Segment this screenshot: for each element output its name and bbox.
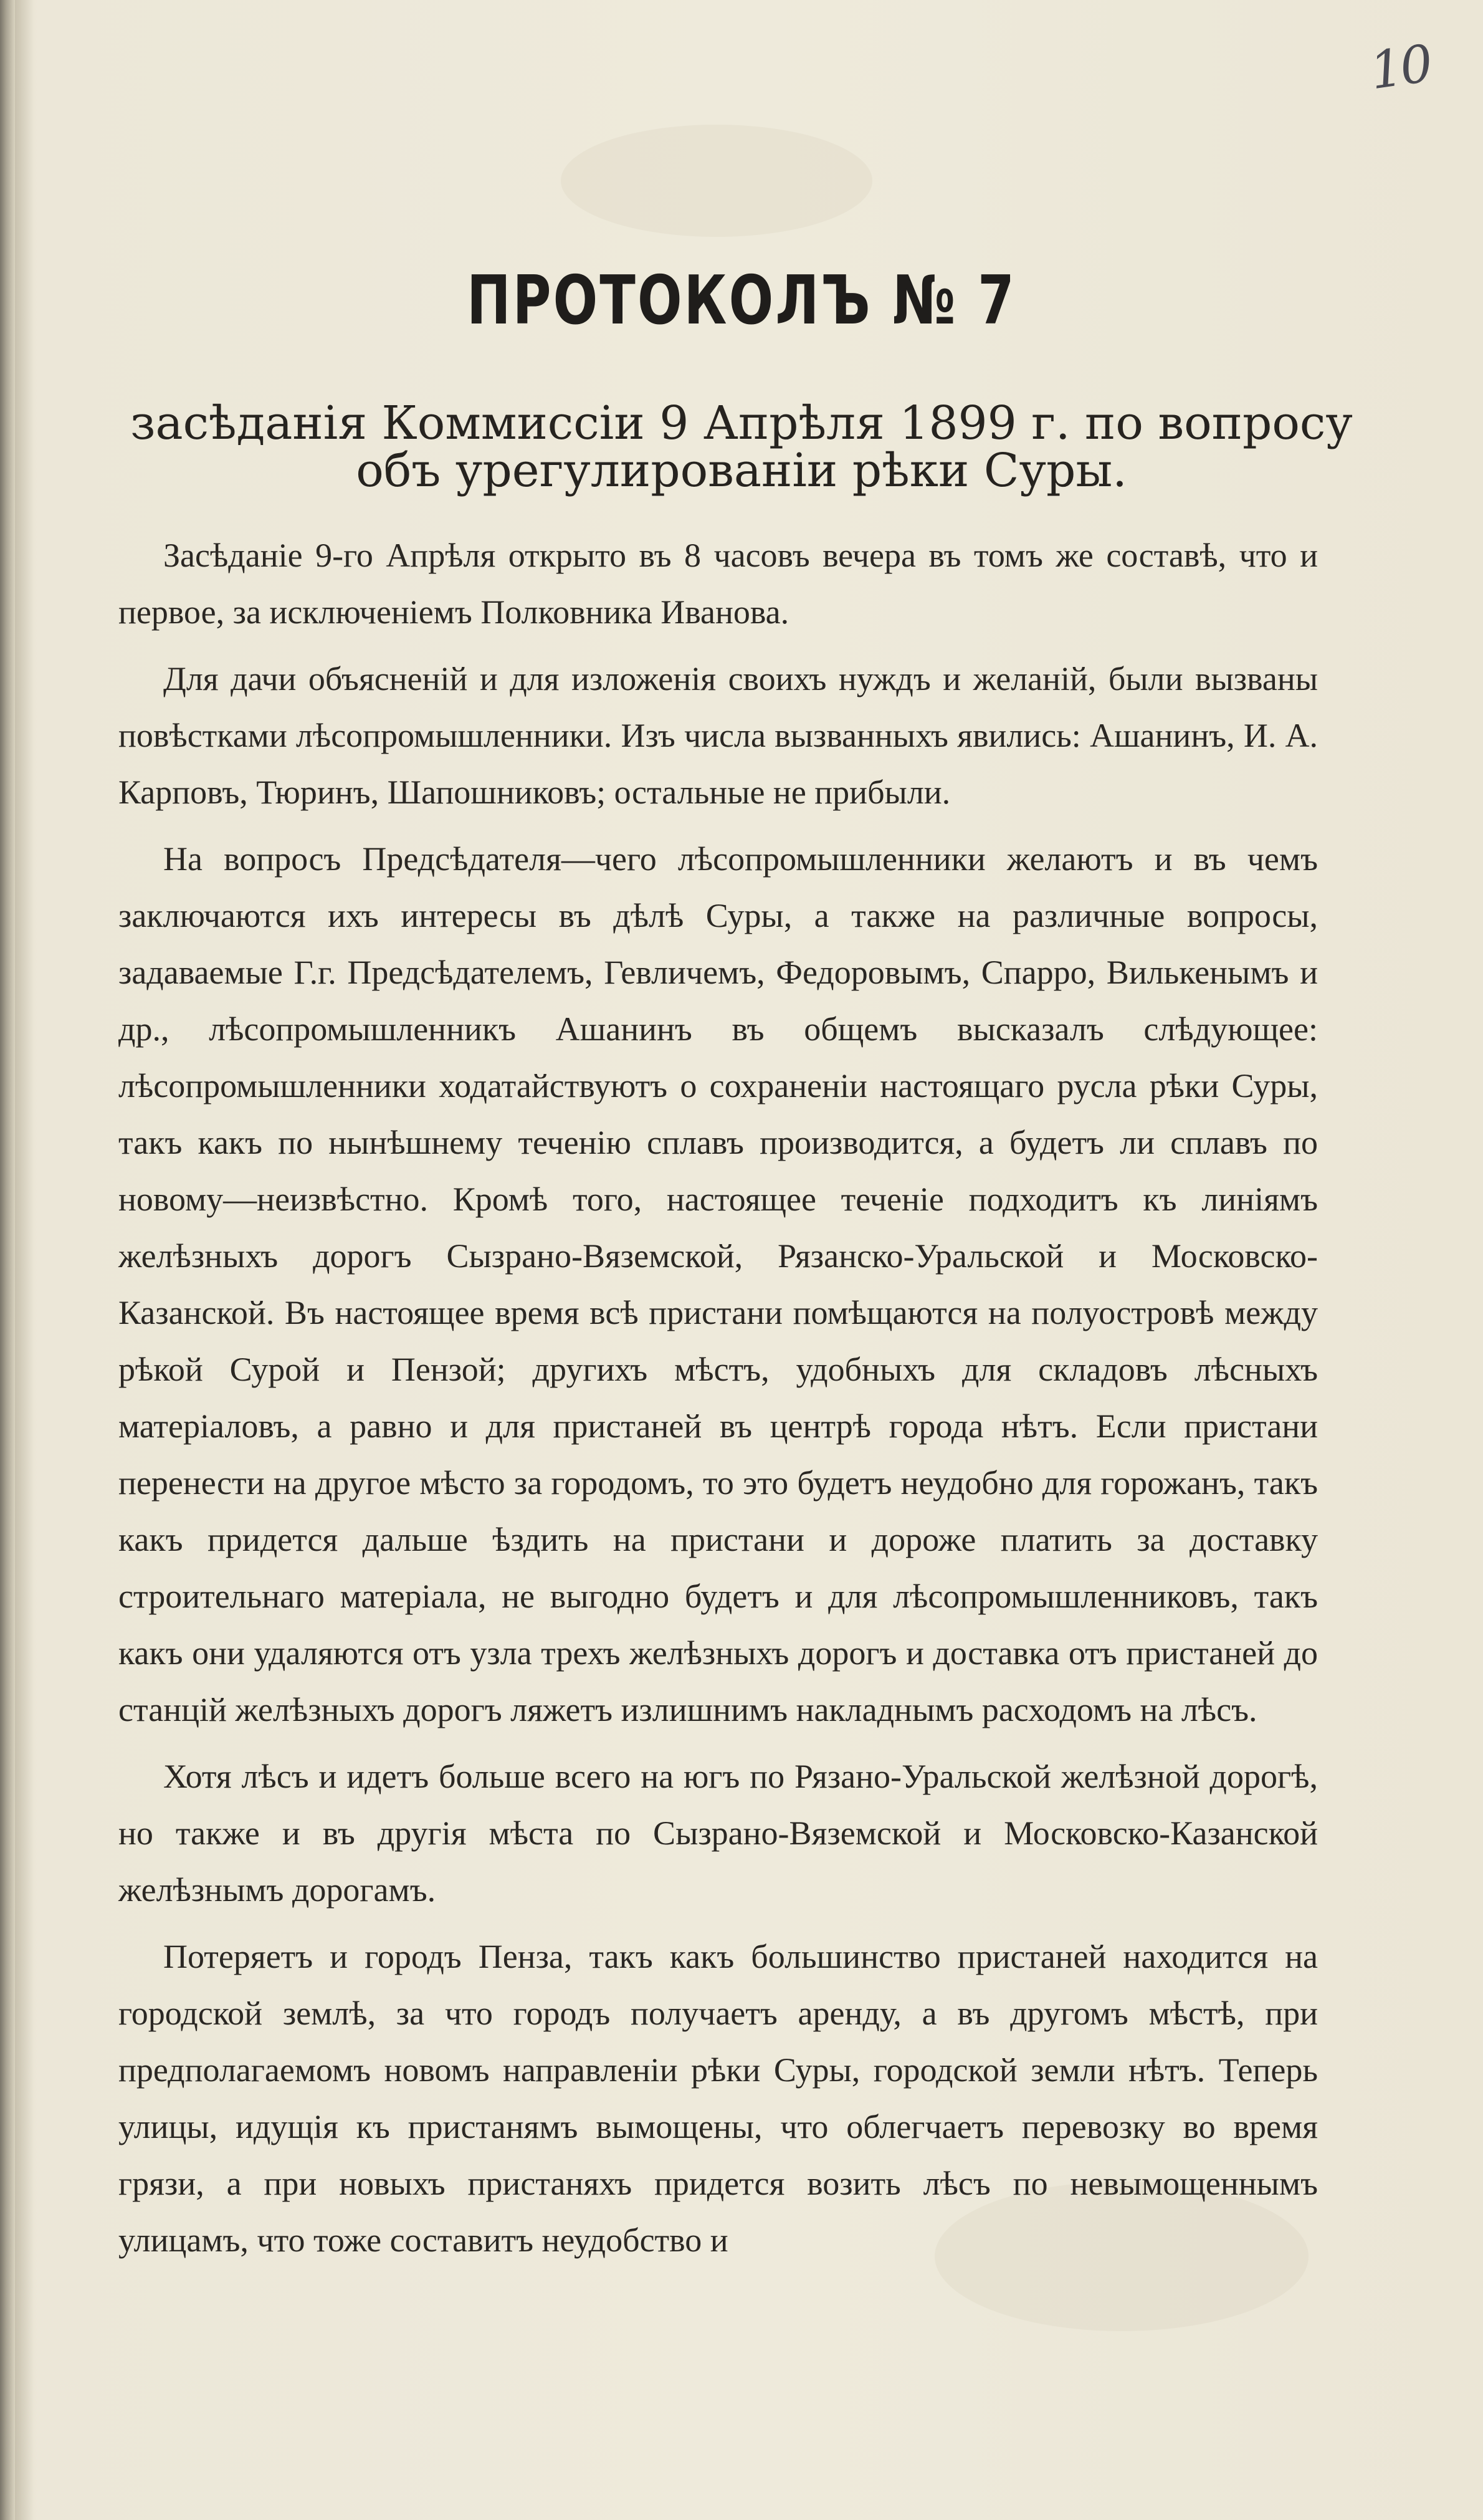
paragraph: Засѣданіе 9-го Апрѣля открыто въ 8 часовъ вечера въ томъ же составѣ, что и первое, за исключеніемъ Полковника Иванова. xyxy=(118,537,1318,631)
page-title: ПРОТОКОЛЪ № 7 xyxy=(467,262,1016,340)
paragraph: На вопросъ Предсѣдателя—чего лѣсопромышленники желаютъ и въ чемъ заключаются ихъ интересы въ дѣлѣ Суры, а также на различные вопросы, задаваемые Г.г. Предсѣдателемъ, Гевличемъ, Федоровымъ, Спарро, Вилькенымъ и др., лѣсопромышленникъ Ашанинъ въ общемъ высказалъ слѣдующее: лѣсопромышленники ходатайствуютъ о сохраненіи настоящаго русла рѣки Суры, такъ какъ по нынѣшнему теченію сплавъ производится, а будетъ ли сплавъ по новому—неизвѣстно. Кромѣ того, настоящее теченіе подходитъ къ линіямъ желѣзныхъ дорогъ Сызрано-Вяземской, Рязанско-Уральской и Московско-Казанской. Въ настоящее время всѣ пристани помѣщаются на полуостровѣ между рѣкой Сурой и Пензой; другихъ мѣстъ, удобныхъ для складовъ лѣсныхъ матеріаловъ, а равно и для пристаней въ центрѣ города нѣтъ. Если пристани перенести на другое мѣсто за городомъ, то это будетъ неудобно для горожанъ, такъ какъ придется дальше ѣздить на пристани и дороже платить за доставку строительнаго матеріала, не выгодно будетъ и для лѣсопромышленниковъ, такъ какъ они удаляются отъ узла трехъ желѣзныхъ дорогъ и доставка отъ пристаней до станцій желѣзныхъ дорогъ ляжетъ излишнимъ накладнымъ расходомъ на лѣсъ. xyxy=(118,840,1318,1728)
paper-stain xyxy=(561,125,872,237)
paragraph: Потеряетъ и городъ Пенза, такъ какъ большинство пристаней находится на городской землѣ, за что городъ получаетъ аренду, а въ другомъ мѣстѣ, при предполагаемомъ новомъ направленіи рѣки Суры, городской земли нѣтъ. Теперь улицы, идущія къ пристанямъ вымощены, что облегчаетъ перевозку во время грязи, а при новыхъ пристаняхъ придется возить лѣсъ по невымощеннымъ улицамъ, что тоже составитъ неудобство и xyxy=(118,1938,1318,2259)
binding-edge xyxy=(0,0,15,2520)
paragraph: Для дачи объясненій и для изложенія своихъ нуждъ и желаній, были вызваны повѣстками лѣсопромышленники. Изъ числа вызванныхъ явились: Ашанинъ, И. А. Карповъ, Тюринъ, Шапошниковъ; остальные не прибыли. xyxy=(118,660,1318,811)
folio-number: 10 xyxy=(1366,34,1434,102)
body-text xyxy=(118,527,1318,2279)
paragraph: Хотя лѣсъ и идетъ больше всего на югъ по Рязано-Уральской желѣзной дорогѣ, но также и въ другія мѣста по Сызрано-Вяземской и Московско-Казанской желѣзнымъ дорогамъ. xyxy=(118,1758,1318,1909)
binding-shadow xyxy=(15,0,34,2520)
subtitle-line-1: засѣданія Коммиссіи 9 Апрѣля 1899 г. по вопросу xyxy=(130,396,1353,450)
subtitle-line-2: объ урегулированіи рѣки Суры. xyxy=(356,444,1127,497)
